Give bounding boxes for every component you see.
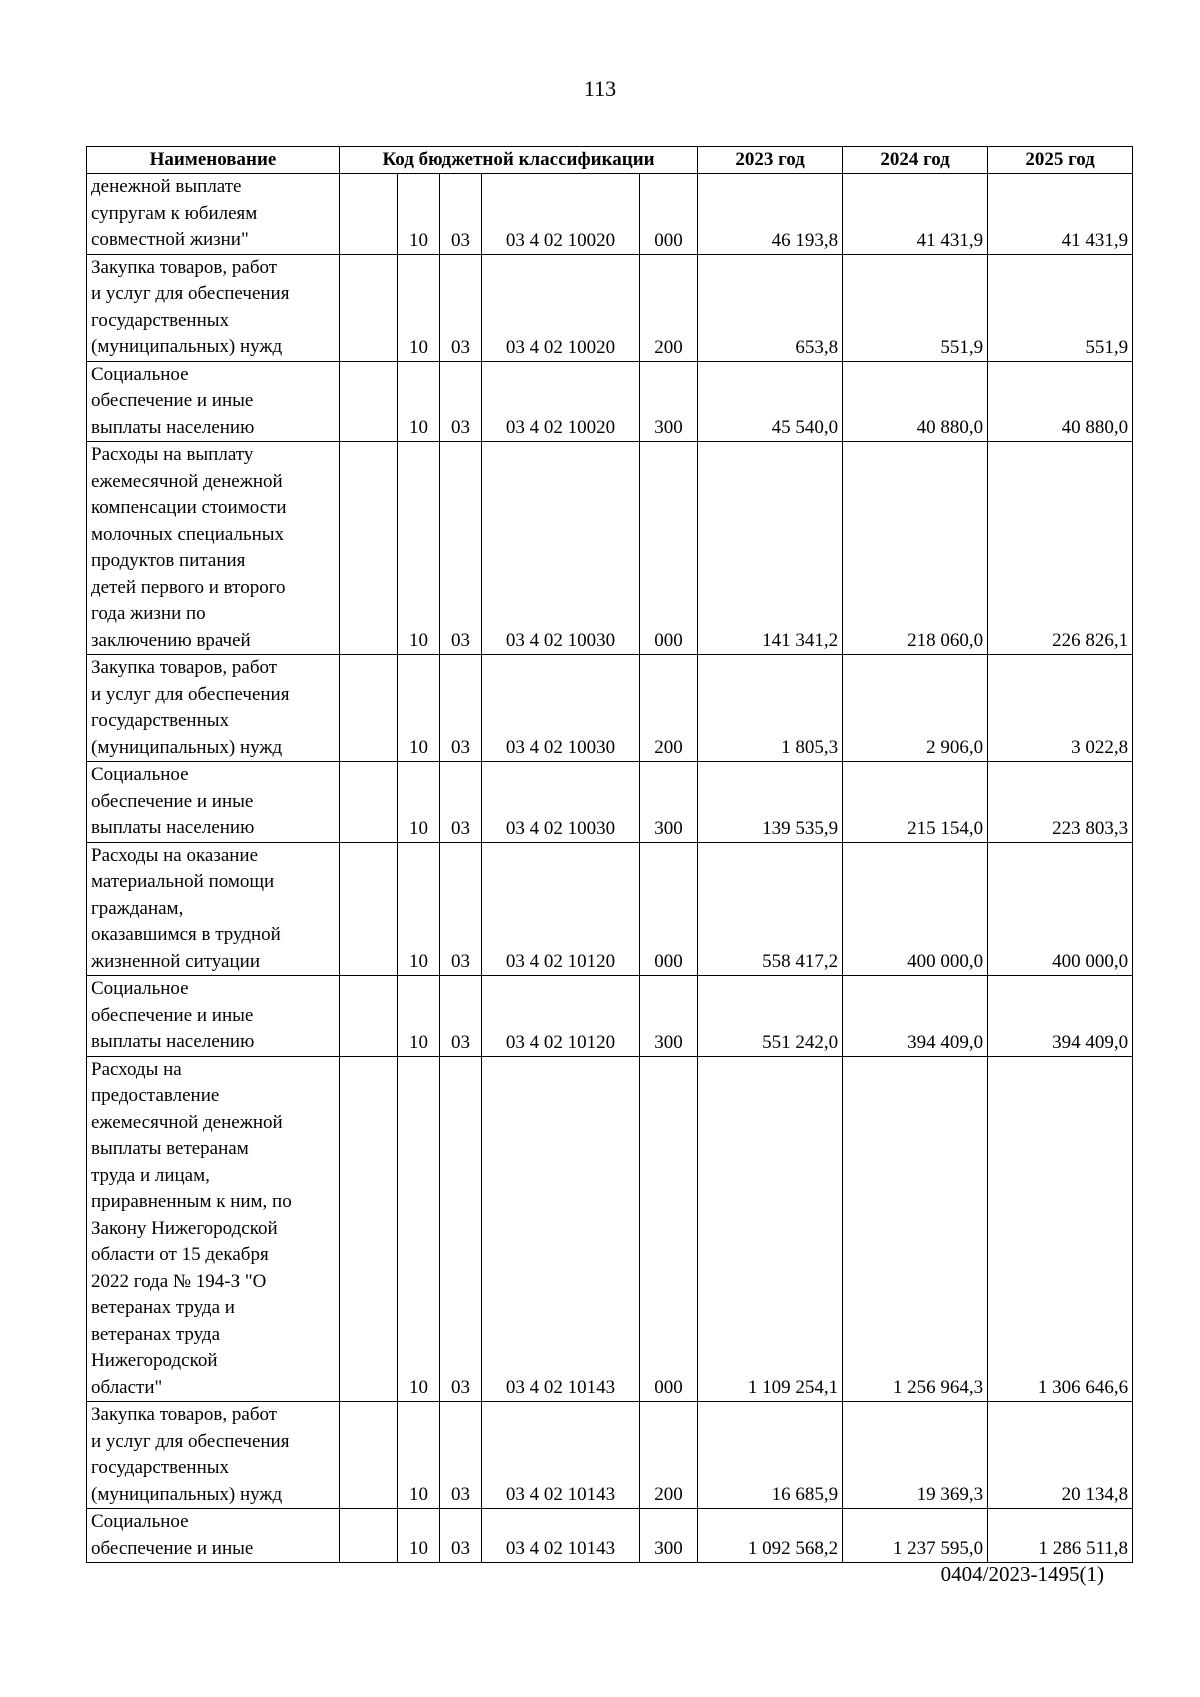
row-value-2025: 551,9 xyxy=(988,254,1133,361)
row-value-2024: 551,9 xyxy=(843,254,988,361)
page-number: 113 xyxy=(583,76,617,101)
header-2023: 2023 год xyxy=(698,147,843,174)
row-name: Закупка товаров, работ и услуг для обеспечения государственных (муниципальных) нужд xyxy=(87,254,340,361)
header-name: Наименование xyxy=(87,147,340,174)
row-code-type: 000 xyxy=(640,442,698,655)
row-code-target: 03 4 02 10120 xyxy=(482,976,640,1057)
row-code-section: 10 xyxy=(398,842,440,976)
budget-table xyxy=(86,146,1133,1563)
row-code-blank xyxy=(340,1056,398,1402)
row-code-section: 10 xyxy=(398,976,440,1057)
header-code: Код бюджетной классификации xyxy=(340,147,698,174)
row-value-2024: 400 000,0 xyxy=(843,842,988,976)
row-value-2023: 1 092 568,2 xyxy=(698,1509,843,1563)
row-code-type: 300 xyxy=(640,762,698,843)
row-code-target: 03 4 02 10020 xyxy=(482,361,640,442)
row-value-2024: 41 431,9 xyxy=(843,174,988,255)
row-name: Закупка товаров, работ и услуг для обеспечения государственных (муниципальных) нужд xyxy=(87,1402,340,1509)
row-code-section: 10 xyxy=(398,762,440,843)
row-value-2024: 19 369,3 xyxy=(843,1402,988,1509)
row-value-2024: 215 154,0 xyxy=(843,762,988,843)
row-value-2023: 551 242,0 xyxy=(698,976,843,1057)
table-header-row xyxy=(87,147,1133,174)
row-value-2025: 223 803,3 xyxy=(988,762,1133,843)
row-code-type: 200 xyxy=(640,655,698,762)
row-name: денежной выплате супругам к юбилеям совместной жизни" xyxy=(87,174,340,255)
row-code-subsection: 03 xyxy=(440,762,482,843)
row-code-subsection: 03 xyxy=(440,254,482,361)
document-code: 0404/2023-1495(1) xyxy=(940,1562,1104,1586)
row-value-2024: 218 060,0 xyxy=(843,442,988,655)
table-row xyxy=(87,762,1133,843)
row-code-section: 10 xyxy=(398,361,440,442)
row-code-subsection: 03 xyxy=(440,976,482,1057)
row-value-2024: 2 906,0 xyxy=(843,655,988,762)
header-2025: 2025 год xyxy=(988,147,1133,174)
row-code-target: 03 4 02 10030 xyxy=(482,762,640,843)
row-name: Социальное обеспечение и иные выплаты населению xyxy=(87,762,340,843)
row-code-target: 03 4 02 10020 xyxy=(482,254,640,361)
row-code-blank xyxy=(340,442,398,655)
row-code-target: 03 4 02 10143 xyxy=(482,1509,640,1563)
row-code-section: 10 xyxy=(398,254,440,361)
row-value-2023: 141 341,2 xyxy=(698,442,843,655)
row-value-2024: 394 409,0 xyxy=(843,976,988,1057)
row-name: Закупка товаров, работ и услуг для обеспечения государственных (муниципальных) нужд xyxy=(87,655,340,762)
table-row xyxy=(87,1509,1133,1563)
row-value-2023: 1 805,3 xyxy=(698,655,843,762)
row-value-2025: 226 826,1 xyxy=(988,442,1133,655)
row-value-2025: 394 409,0 xyxy=(988,976,1133,1057)
row-code-target: 03 4 02 10020 xyxy=(482,174,640,255)
row-name: Социальное обеспечение и иные xyxy=(87,1509,340,1563)
row-value-2023: 1 109 254,1 xyxy=(698,1056,843,1402)
row-name: Социальное обеспечение и иные выплаты населению xyxy=(87,976,340,1057)
table-row xyxy=(87,1402,1133,1509)
row-value-2024: 40 880,0 xyxy=(843,361,988,442)
row-value-2023: 653,8 xyxy=(698,254,843,361)
row-code-subsection: 03 xyxy=(440,174,482,255)
table-row xyxy=(87,842,1133,976)
row-code-target: 03 4 02 10120 xyxy=(482,842,640,976)
row-code-subsection: 03 xyxy=(440,442,482,655)
row-code-type: 300 xyxy=(640,976,698,1057)
row-code-blank xyxy=(340,174,398,255)
row-value-2025: 41 431,9 xyxy=(988,174,1133,255)
row-code-section: 10 xyxy=(398,1509,440,1563)
row-value-2023: 139 535,9 xyxy=(698,762,843,843)
row-name: Расходы на предоставление ежемесячной денежной выплаты ветеранам труда и лицам, приравненным к ним, по Закону Нижегородской области от 15 декабря 2022 года № 194-З "О ветеранах труда и ветеранах труда Нижегородской области" xyxy=(87,1056,340,1402)
row-code-blank xyxy=(340,1402,398,1509)
row-code-subsection: 03 xyxy=(440,1509,482,1563)
row-code-section: 10 xyxy=(398,442,440,655)
row-value-2023: 46 193,8 xyxy=(698,174,843,255)
row-name: Расходы на оказание материальной помощи гражданам, оказавшимся в трудной жизненной ситуации xyxy=(87,842,340,976)
row-value-2023: 45 540,0 xyxy=(698,361,843,442)
row-code-type: 300 xyxy=(640,1509,698,1563)
row-value-2025: 1 306 646,6 xyxy=(988,1056,1133,1402)
row-code-section: 10 xyxy=(398,1402,440,1509)
row-code-subsection: 03 xyxy=(440,655,482,762)
row-value-2024: 1 256 964,3 xyxy=(843,1056,988,1402)
table-row xyxy=(87,976,1133,1057)
row-value-2025: 1 286 511,8 xyxy=(988,1509,1133,1563)
row-code-type: 300 xyxy=(640,361,698,442)
row-name: Социальное обеспечение и иные выплаты населению xyxy=(87,361,340,442)
row-value-2025: 20 134,8 xyxy=(988,1402,1133,1509)
table-row xyxy=(87,655,1133,762)
row-code-blank xyxy=(340,762,398,843)
row-code-subsection: 03 xyxy=(440,361,482,442)
row-code-target: 03 4 02 10030 xyxy=(482,655,640,762)
row-value-2024: 1 237 595,0 xyxy=(843,1509,988,1563)
row-code-type: 000 xyxy=(640,1056,698,1402)
row-value-2025: 3 022,8 xyxy=(988,655,1133,762)
row-value-2025: 400 000,0 xyxy=(988,842,1133,976)
table-row xyxy=(87,442,1133,655)
row-code-section: 10 xyxy=(398,174,440,255)
row-code-type: 000 xyxy=(640,174,698,255)
row-code-section: 10 xyxy=(398,655,440,762)
row-value-2023: 558 417,2 xyxy=(698,842,843,976)
header-2024: 2024 год xyxy=(843,147,988,174)
row-code-section: 10 xyxy=(398,1056,440,1402)
row-code-blank xyxy=(340,361,398,442)
row-name: Расходы на выплату ежемесячной денежной компенсации стоимости молочных специальных продуктов питания детей первого и второго года жизни по заключению врачей xyxy=(87,442,340,655)
row-code-type: 000 xyxy=(640,842,698,976)
row-code-blank xyxy=(340,842,398,976)
row-value-2023: 16 685,9 xyxy=(698,1402,843,1509)
table-row xyxy=(87,1056,1133,1402)
table-row xyxy=(87,254,1133,361)
row-code-subsection: 03 xyxy=(440,1402,482,1509)
row-code-type: 200 xyxy=(640,254,698,361)
table-body xyxy=(87,174,1133,1563)
row-code-type: 200 xyxy=(640,1402,698,1509)
row-code-target: 03 4 02 10143 xyxy=(482,1402,640,1509)
table-row xyxy=(87,361,1133,442)
row-code-target: 03 4 02 10143 xyxy=(482,1056,640,1402)
row-code-blank xyxy=(340,655,398,762)
row-code-blank xyxy=(340,976,398,1057)
row-code-subsection: 03 xyxy=(440,842,482,976)
table-row xyxy=(87,174,1133,255)
row-value-2025: 40 880,0 xyxy=(988,361,1133,442)
row-code-subsection: 03 xyxy=(440,1056,482,1402)
row-code-target: 03 4 02 10030 xyxy=(482,442,640,655)
row-code-blank xyxy=(340,254,398,361)
row-code-blank xyxy=(340,1509,398,1563)
